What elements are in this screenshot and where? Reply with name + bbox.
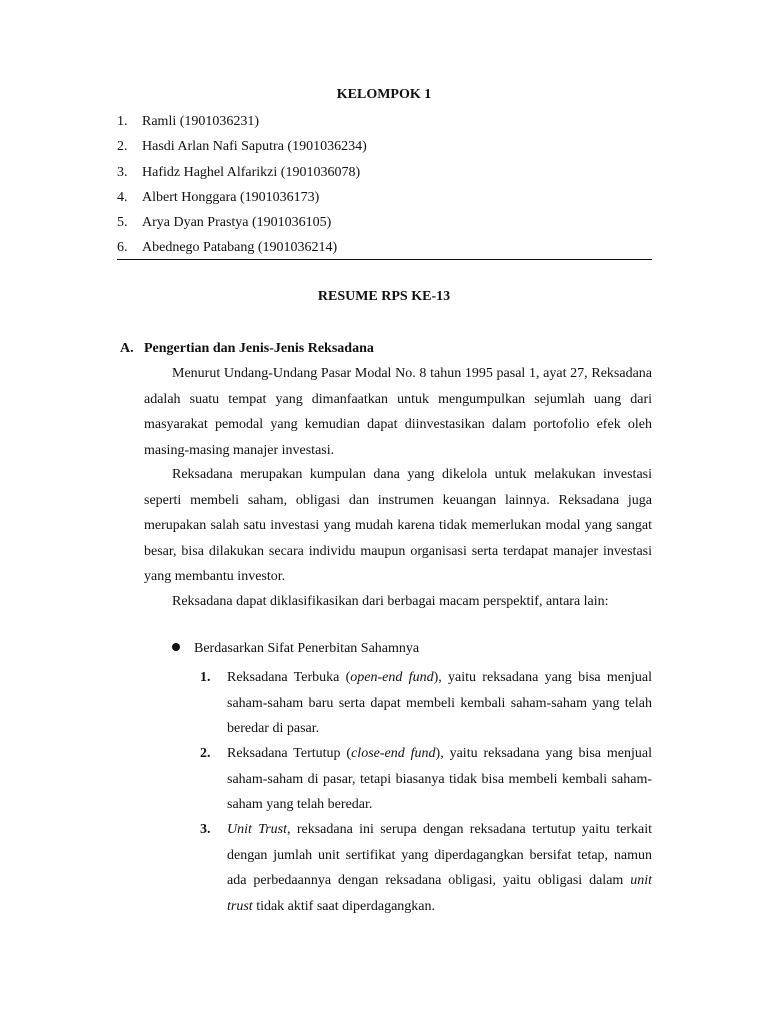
member-item [117, 238, 652, 259]
bullet-text: Berdasarkan Sifat Penerbitan Sahamnya [194, 641, 420, 656]
member-name: Ramli (1901036231) [142, 114, 260, 129]
member-item [117, 163, 652, 188]
paragraph-text: Reksadana dapat diklasifikasikan dari berbagai macam perspektif, antara lain: [172, 594, 609, 609]
item-text-part: Reksadana Tertutup ( [227, 746, 352, 761]
member-name: Albert Honggara (1901036173) [142, 189, 320, 205]
paragraph [144, 589, 652, 615]
paragraph [144, 361, 652, 463]
section-heading [120, 341, 374, 357]
numbered-item [200, 665, 652, 742]
member-name: Abednego Patabang (1901036214) [142, 240, 338, 256]
item-number: 1. [200, 670, 211, 685]
item-italic-term: unit trust [227, 873, 652, 914]
bullet-dot-icon [172, 643, 180, 651]
paragraph-text: Menurut Undang-Undang Pasar Modal No. 8 tahun 1995 pasal 1, ayat 27, Reksadana adalah suatu tempat yang dimanfaatkan untuk mengumpulkan sejumlah uang dari masyarakat pemodal yang kemudian dapat diinvestasikan dalam portofolio efek oleh masing-masing manajer investasi. [144, 366, 652, 458]
member-name: Hasdi Arlan Nafi Saputra (1901036234) [142, 139, 367, 155]
resume-title: RESUME RPS KE-13 [317, 289, 451, 304]
member-name: Arya Dyan Prastya (1901036105) [142, 215, 332, 231]
paragraph-text: Reksadana merupakan kumpulan dana yang dikelola untuk melakukan investasi seperti membeli saham, obligasi dan instrumen keuangan lainnya. Reksadana juga merupakan salah satu investasi yang mudah karena tidak memerlukan modal yang sangat besar, bisa dilakukan secara individu maupun organisasi serta terdapat manajer investasi yang membantu investor. [144, 467, 652, 584]
member-number: 1. [117, 114, 128, 129]
member-number: 2. [117, 139, 128, 155]
member-item [117, 137, 652, 162]
item-text-part: , reksadana ini serupa dengan reksadana tertutup yaitu terkait dengan jumlah unit sertifikat yang diperdagangkan bersifat tetap, namun ada perbedaannya dengan reksadana obligasi, yaitu obligasi dalam [227, 822, 652, 888]
member-item [117, 188, 652, 213]
member-number: 3. [117, 164, 128, 180]
item-text-part: Reksadana Terbuka ( [227, 670, 351, 685]
item-text-part: ), yaitu reksadana yang bisa menjual saham-saham baru serta dapat membeli kembali saham-saham yang telah beredar di pasar. [227, 670, 653, 736]
item-text-part: tidak aktif saat diperdagangkan. [252, 898, 436, 914]
group-title: KELOMPOK 1 [336, 87, 432, 102]
member-number: 4. [117, 189, 128, 205]
member-item [117, 112, 652, 137]
member-name: Hafidz Haghel Alfarikzi (1901036078) [142, 164, 361, 180]
item-italic-term: Unit Trust [227, 822, 288, 837]
item-text [227, 741, 652, 818]
item-text [227, 817, 652, 919]
item-number: 3. [200, 822, 211, 837]
numbered-item [200, 817, 652, 919]
item-text [227, 665, 652, 742]
item-text-part: ), yaitu reksadana yang bisa menjual saham-saham di pasar, tetapi biasanya tidak bisa membeli kembali saham-saham yang telah beredar. [227, 746, 653, 812]
member-number: 5. [117, 215, 128, 231]
paragraph [144, 462, 652, 590]
section-heading-text: Pengertian dan Jenis-Jenis Reksadana [144, 341, 374, 356]
item-number: 2. [200, 746, 211, 761]
member-item [117, 213, 652, 238]
member-list [117, 112, 652, 260]
numbered-item [200, 741, 652, 818]
section-letter: A. [120, 341, 134, 356]
member-number: 6. [117, 240, 128, 256]
bullet-item [172, 641, 419, 657]
item-italic-term: close-end fund [351, 746, 436, 761]
item-italic-term: open-end fund [350, 670, 434, 685]
